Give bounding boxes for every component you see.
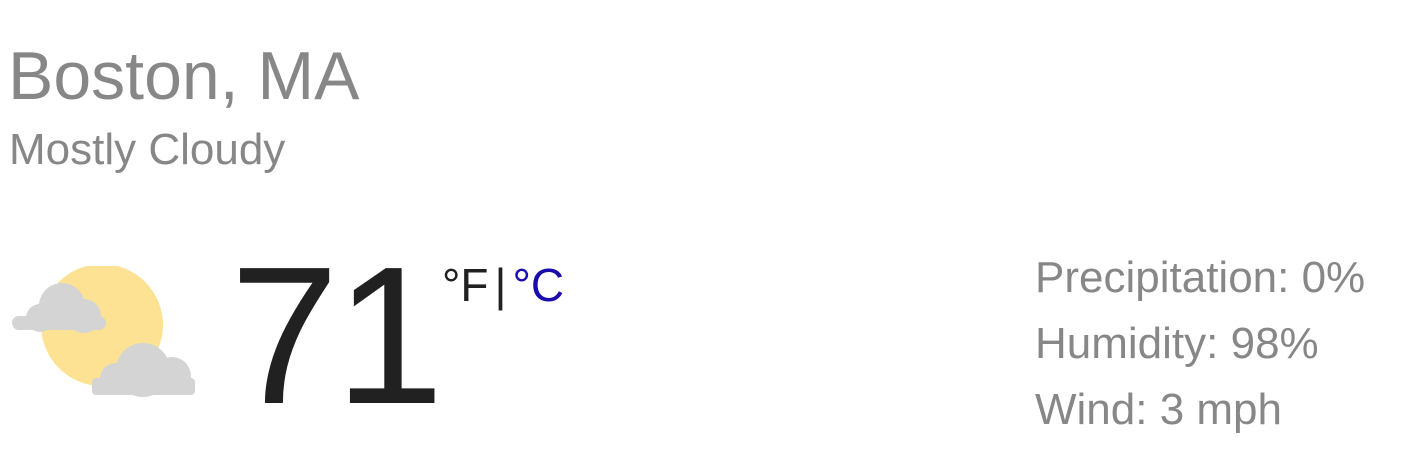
unit-fahrenheit: °F (442, 259, 489, 311)
unit-separator: | (494, 259, 507, 311)
temperature-value: 71 (230, 226, 441, 445)
unit-celsius-link[interactable]: °C (512, 259, 565, 311)
unit-toggle (442, 258, 564, 312)
precipitation-detail: Precipitation: 0% (1035, 253, 1366, 302)
wind-detail: Wind: 3 mph (1035, 385, 1282, 434)
partly-cloudy-icon (10, 266, 200, 398)
weather-details (1035, 248, 1365, 446)
location-title: Boston, MA (8, 38, 360, 114)
weather-condition: Mostly Cloudy (9, 125, 286, 174)
humidity-detail: Humidity: 98% (1035, 319, 1319, 368)
